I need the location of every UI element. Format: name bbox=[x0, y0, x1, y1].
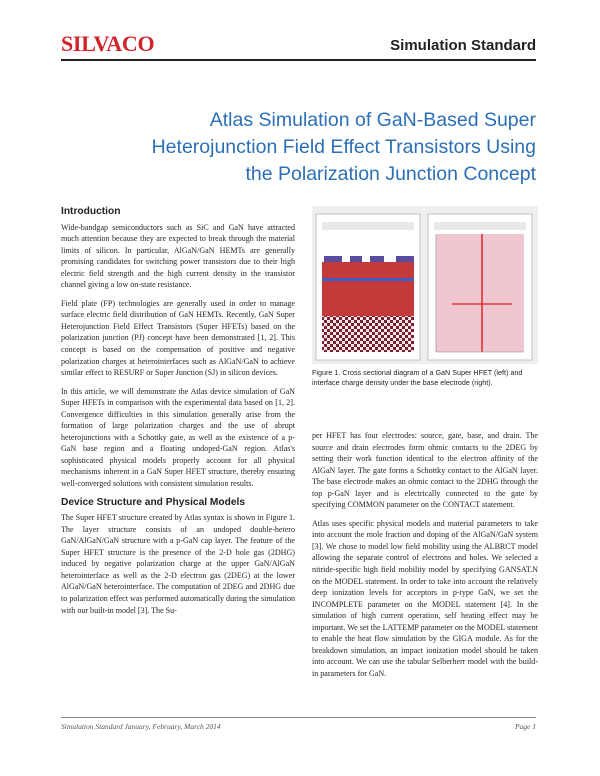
air-region bbox=[322, 234, 414, 258]
gate-electrode bbox=[350, 256, 362, 262]
footer-left: Simulation Standard January, February, March 2014 bbox=[61, 722, 221, 731]
plot-area bbox=[436, 234, 524, 352]
paragraph: The Super HFET structure created by Atlas syntax is shown in Figure 1. The layer structure consists of an undoped double-hetero GaN/AlGaN/GaN structure with a p-GaN cap layer. The feature of the Super HFET structure is the presence of the 2-D hole gas (2DHG) induced by negative polarization charge at the upper GaN/AlGaN heterointerface as well as the 2-D electron gas (2DEG) at the lower AlGaN/GaN heterointerface. The computation of 2DEG and 2DHG due to polarization effect was performed automatically during the simulation with our built-in model [3]. The Su- bbox=[61, 513, 295, 615]
mesh-region bbox=[322, 316, 414, 352]
footer-page-number: Page 1 bbox=[514, 722, 536, 731]
intro-heading: Introduction bbox=[61, 206, 121, 217]
paragraph: In this article, we will demonstrate the Atlas device simulation of GaN Super HFETs in comparison with the experimental data based on [1, 2]. Convergence difficulties in this simulation generally arise from the formation of large polarization charges and the use of abrupt heterojunctions with a Schottky gate, as well as the existence of a p-GaN base region and a floating undoped-GaN region. Atlas's sophisticated physical models properly account for all physical mechanisms inherent in a GaN Super HFET structure, thereby ensuring well-converged solutions with consistent simulation results. bbox=[61, 386, 295, 489]
left-column bbox=[61, 206, 295, 623]
paragraph: Wide-bandgap semiconductors such as SiC and GaN have attracted much attention because they are expected to break through the material limits of silicon. In particular, AlGaN/GaN HEMTs are generally promising candidates for switching power transistors due to their high electric field strength and the high current density in the transistor channel giving a low on-state resistance. bbox=[61, 222, 295, 290]
article-title bbox=[76, 107, 536, 188]
title-line: Heterojunction Field Effect Transistors Using bbox=[151, 136, 536, 158]
figure-1 bbox=[312, 206, 538, 364]
figure-caption: Figure 1. Cross sectional diagram of a GaN Super HFET (left) and interface charge density under the base electrode (right). bbox=[312, 368, 523, 387]
gan-layer bbox=[322, 262, 414, 316]
paragraph: per HFET has four electrodes: source, gate, base, and drain. The source and drain electrodes form ohmic contacts to the 2DEG by setting their work function identical to the electron affinity of the AlGaN layer. The gate forms a Schottky contact to the AlGaN layer. The base electrode makes an ohmic contact to the 2DHG through the top p-GaN layer and is electrically connected to the gate by specifying COMMON parameter on the CONTACT statement. bbox=[312, 431, 538, 510]
source-electrode bbox=[324, 256, 342, 262]
drain-electrode bbox=[396, 256, 414, 262]
paragraph: Field plate (FP) technologies are generally used in order to manage surface electric field distribution of GaN HEMTs. Recently, GaN Super Heterojunction Field Effect Transistors (Super HFETs) based on the polarization junction (PJ) concept have been demonstrated [1, 2]. This concept is based on the compensation of positive and negative polarization charges at heterointerfaces such as AlGaN/GaN to achieve similar effect to RESURF or Super Junction (SJ) in silicon devices. bbox=[61, 298, 295, 378]
algan-layer bbox=[322, 278, 414, 281]
right-column bbox=[312, 430, 538, 686]
paragraph: Atlas uses specific physical models and material parameters to take into account the mole fraction and doping of the AlGaN/GaN system [3]. We chose to model low field mobility using the ALBRCT model allowing the separate control of electrons and holes. We selected a nitride-specific high field mobility model by specifying GANSAT.N on the MODEL statement. In order to take into account the relatively deep ionization levels for acceptors in p-type GaN, we set the INCOMPLETE parameter on the MODEL statement [4]. In the simulation of high current operation, self heating effect may be important. We set the LATTEMP parameter on the MODEL statement to enable the heat flow simulation by the GIGA module. As for the breakdown simulation, an impact ionization model should be taken into account. We can use the tabular Selberherr model with the build-in parameters for GaN. bbox=[312, 518, 538, 678]
silvaco-logo: SILVACO bbox=[61, 31, 155, 56]
header-bar bbox=[322, 222, 414, 230]
title-line: the Polarization Junction Concept bbox=[245, 163, 536, 185]
figure-graphic bbox=[312, 206, 538, 364]
title-line: Atlas Simulation of GaN-Based Super bbox=[209, 109, 536, 131]
plot-header-bar bbox=[434, 222, 526, 230]
device-heading: Device Structure and Physical Models bbox=[61, 496, 246, 508]
series-title: Simulation Standard bbox=[390, 37, 536, 54]
footer-rule bbox=[61, 717, 536, 718]
header-rule bbox=[61, 59, 536, 61]
base-electrode bbox=[370, 256, 384, 262]
